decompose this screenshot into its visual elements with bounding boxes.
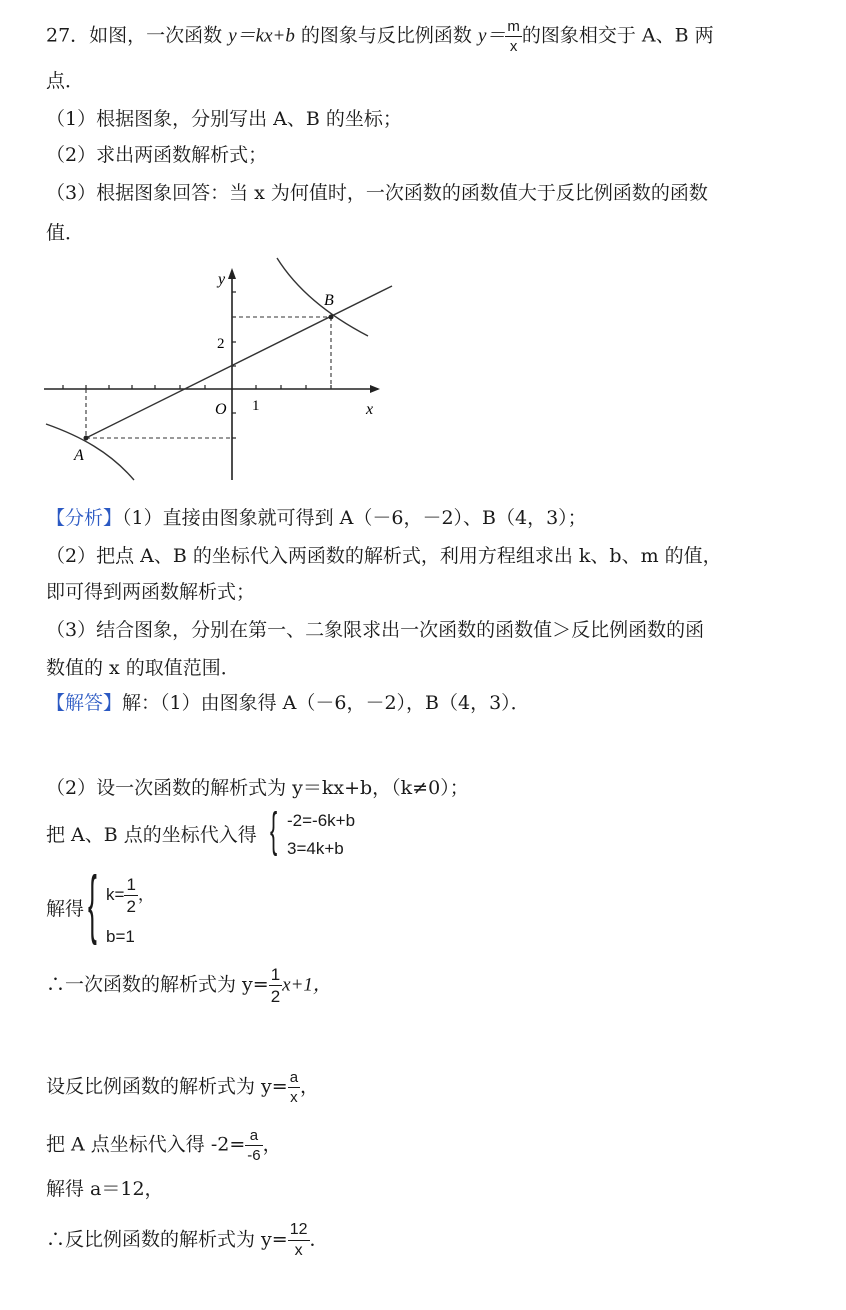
analysis-line-4: （3）结合图象，分别在第一、二象限求出一次函数的函数值＞反比例函数的函	[46, 619, 705, 641]
point-A	[84, 436, 89, 441]
answer-line-1	[46, 690, 530, 716]
hyperbola-branch-q1	[277, 258, 368, 336]
answer-line-7: 把 A 点坐标代入得 -2= $\frac{a}{-6}$ ，	[46, 1127, 282, 1164]
answer-line-6: 设反比例函数的解析式为 y= $\frac{a}{x}$ ，	[46, 1069, 320, 1106]
x-axis-arrow	[370, 385, 380, 393]
analysis-line-1	[46, 505, 587, 531]
point-B-label: B	[324, 292, 334, 309]
problem-text: 的图象与反比例函数	[294, 24, 478, 47]
x-axis-label: x	[366, 401, 374, 418]
problem-line-2: 点．	[46, 70, 85, 92]
origin-label: O	[215, 401, 227, 418]
analysis-line-5: 数值的 x 的取值范围．	[46, 657, 240, 679]
linear-function-expr: y＝kx+b	[228, 25, 295, 47]
analysis-tag: 【分析】	[46, 507, 123, 529]
question-1: （1）根据图象，分别写出 A、B 的坐标；	[46, 108, 402, 130]
answer-line-8: 解得 a＝12，	[46, 1178, 164, 1200]
question-3: （3）根据图象回答：当 x 为何值时，一次函数的函数值大于反比例函数的函数	[46, 182, 708, 204]
fraction-one-half: $\frac{1}{2}$	[270, 965, 281, 1006]
system-1-eq-1: -2=-6k+b	[287, 811, 356, 830]
answer-line-3: 把 A、B 点的坐标代入得	[46, 824, 257, 846]
function-graph	[40, 250, 400, 490]
answer-line-5: ∴一次函数的解析式为 y= $\frac{1}{2}$ x+1，	[46, 965, 332, 1006]
analysis-line-3: 即可得到两函数解析式；	[46, 581, 256, 603]
problem-text: 的图象相交于 A、B 两	[521, 24, 714, 47]
y-axis-arrow	[228, 268, 236, 279]
answer-line-2: （2）设一次函数的解析式为 y＝kx+b，（k≠0）；	[46, 777, 469, 799]
answer-line-9: ∴反比例函数的解析式为 y= $\frac{12}{x}$ ．	[46, 1221, 329, 1259]
answer-line-4: 解得	[46, 898, 85, 920]
system-brace-2: {	[88, 861, 97, 946]
analysis-line-2: （2）把点 A、B 的坐标代入两函数的解析式，利用方程组求出 k、b、m 的值，	[46, 545, 722, 567]
problem-line-1	[46, 19, 714, 54]
question-2: （2）求出两函数解析式；	[46, 144, 268, 166]
problem-text: 27．如图，一次函数	[46, 24, 229, 47]
question-3-cont: 值．	[46, 222, 85, 244]
tick-label-1: 1	[252, 398, 260, 414]
tick-label-2: 2	[217, 336, 225, 352]
system-2-k: k= $\frac{1}{2}$ ，	[106, 875, 155, 916]
linear-function-line	[86, 286, 392, 438]
system-2-b: b=1	[106, 927, 135, 946]
fraction-one-half: $\frac{1}{2}$	[126, 875, 136, 916]
fraction-a-over-neg6: $\frac{a}{-6}$	[247, 1127, 261, 1164]
hyperbola-branch-q3	[46, 424, 134, 480]
fraction-12-over-x: $\frac{12}{x}$	[289, 1221, 308, 1259]
point-A-label: A	[74, 447, 84, 464]
answer-text: 解：（1）由图象得 A（－6，－2），B（4，3）．	[122, 692, 530, 714]
point-B	[329, 315, 334, 320]
fraction-a-over-x: $\frac{a}{x}$	[289, 1069, 299, 1106]
analysis-text: （1）直接由图象就可得到 A（－6，－2）、B（4，3）；	[122, 507, 587, 529]
fraction-m-over-x: $\frac{m}{x}$	[507, 18, 520, 55]
answer-tag: 【解答】	[46, 692, 123, 714]
y-axis-label: y	[218, 271, 226, 288]
system-1-eq-2: 3=4k+b	[287, 839, 344, 858]
inverse-function-lhs: y＝	[477, 25, 506, 47]
system-brace-1: {	[270, 804, 278, 857]
